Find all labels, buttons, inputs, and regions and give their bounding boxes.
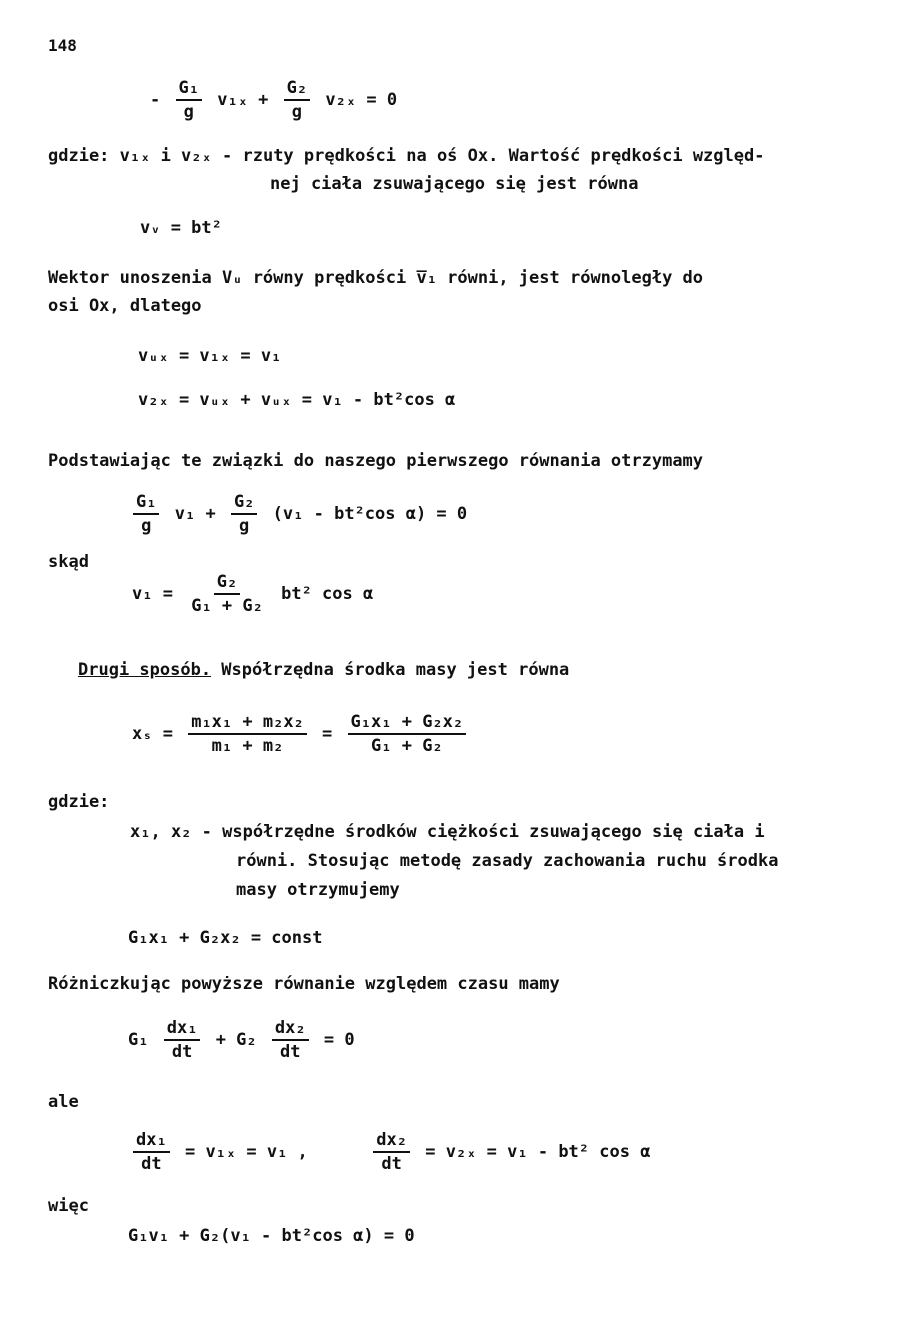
text-transport-vector: Wektor unoszenia Vᵤ równy prędkości v̅₁ równi, jest równoległy do	[48, 268, 704, 288]
text-substituting: Podstawiając te związki do naszego pierwszego równania otrzymamy	[48, 451, 704, 471]
fraction: $\frac{\text{G₁}}{g}$	[133, 492, 159, 536]
equation-final: G₁v₁ + G₂(v₁ - bt²cos α) = 0	[128, 1226, 415, 1246]
equation-6: v₁ = $\frac{\text{G₂}}{\text{G₁ + G₂}}$ bt² cos α	[132, 572, 374, 616]
fraction: $\frac{\text{G₁x₁ + G₂x₂}}{\text{G₁ + G₂}}$	[348, 712, 467, 756]
equation-5: $\frac{\text{G₁}}{g}$ v₁ + $\frac{\text{G₂}}{g}$ (v₁ - bt²cos α) = 0	[128, 492, 467, 536]
text-where-projections: gdzie: v₁ₓ i v₂ₓ - rzuty prędkości na oś Ox. Wartość prędkości względ-	[48, 146, 765, 166]
fraction: $\frac{\text{G₂}}{g}$	[284, 78, 310, 122]
equation-derivative: G₁ $\frac{\text{dx₁}}{dt}$ + G₂ $\frac{\text{dx₂}}{dt}$ = 0	[128, 1018, 355, 1062]
fraction: $\frac{\text{dx₂}}{dt}$	[272, 1018, 309, 1062]
fraction: $\frac{\text{dx₂}}{dt}$	[373, 1130, 410, 1174]
fraction: $\frac{\text{dx₁}}{dt}$	[164, 1018, 201, 1062]
text-coordinates-cont-2: masy otrzymujemy	[236, 880, 400, 900]
fraction: $\frac{\text{dx₁}}{dt}$	[133, 1130, 170, 1174]
text-therefore: więc	[48, 1196, 89, 1216]
second-method-heading: Drugi sposób.	[78, 660, 212, 680]
text-coordinates-cont-1: równi. Stosując metodę zasady zachowania ruchu środka	[236, 851, 779, 871]
equation-center-of-mass: xₛ = $\frac{\text{m₁x₁ + m₂x₂}}{\text{m₁ + m₂}}$ = $\frac{\text{G₁x₁ + G₂x₂}}{\text{G₁ + G₂}}$	[132, 712, 471, 756]
equation-relative-velocity: vᵥ = bt²	[140, 218, 222, 238]
equation-velocities: $\frac{\text{dx₁}}{dt}$ = v₁ₓ = v₁ , $\frac{\text{dx₂}}{dt}$ = v₂ₓ = v₁ - bt² cos α	[128, 1130, 650, 1174]
text-coordinates: x₁, x₂ - współrzędne środków ciężkości zsuwającego się ciała i	[130, 822, 765, 842]
text-where: gdzie:	[48, 792, 110, 812]
equation-3: vᵤₓ = v₁ₓ = v₁	[138, 346, 282, 366]
text-where-projections-cont: nej ciała zsuwającego się jest równa	[270, 174, 639, 194]
equation-4: v₂ₓ = vᵤₓ + vᵤₓ = v₁ - bt²cos α	[138, 390, 456, 410]
fraction: $\frac{\text{m₁x₁ + m₂x₂}}{\text{m₁ + m₂}}$	[188, 712, 307, 756]
text-whence: skąd	[48, 552, 89, 572]
text-differentiating: Różniczkując powyższe równanie względem czasu mamy	[48, 974, 560, 994]
equation-1: - $\frac{\text{G₁}}{g}$ v₁ₓ + $\frac{\text{G₂}}{g}$ v₂ₓ = 0	[150, 78, 398, 122]
fraction: $\frac{\text{G₂}}{g}$	[231, 492, 257, 536]
fraction: $\frac{\text{G₂}}{\text{G₁ + G₂}}$	[191, 572, 263, 616]
fraction: $\frac{\text{G₁}}{g}$	[176, 78, 202, 122]
text-transport-vector-cont: osi Ox, dlatego	[48, 296, 202, 316]
page-number: 148	[48, 36, 77, 55]
equation-const: G₁x₁ + G₂x₂ = const	[128, 928, 323, 948]
text-second-method: Drugi sposób. Współrzędna środka masy jest równa	[78, 660, 570, 680]
text-but: ale	[48, 1092, 79, 1112]
